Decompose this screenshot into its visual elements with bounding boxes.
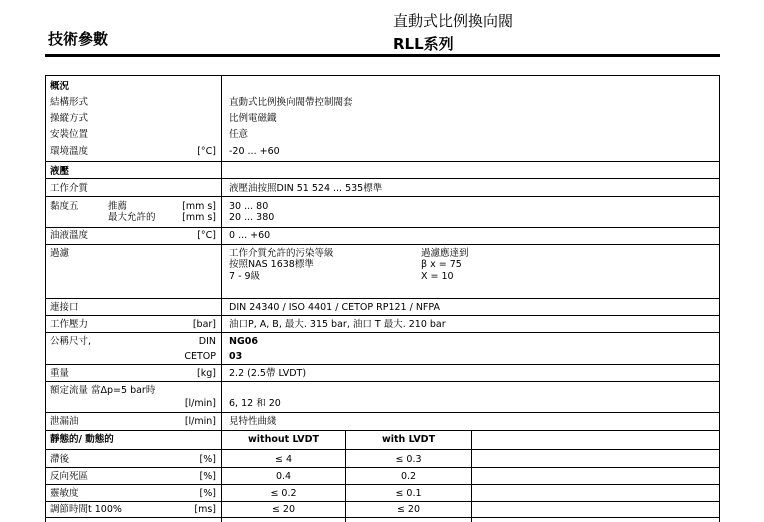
weight-value: 2.2 (2.5帶 LVDT) xyxy=(229,368,307,379)
actuation-value: 比例電磁鐵 xyxy=(229,113,277,124)
col-divider-3 xyxy=(471,431,472,522)
pressure-value: 油口P, A, B, 最大. 315 bar, 油口 T 最大. 210 bar xyxy=(229,319,446,330)
header-rule xyxy=(45,54,720,57)
ambient-label: 環境溫度 xyxy=(50,146,89,157)
viscosity-unit: [mm s] xyxy=(182,201,216,212)
mounting-value: 任意 xyxy=(229,129,249,140)
row-value-without-lvdt: ≤ 20 xyxy=(271,504,296,515)
row-unit: [%] xyxy=(199,471,216,482)
flow-label: 額定流量 當Δp=5 bar時 xyxy=(50,385,156,396)
ambient-unit: [°C] xyxy=(197,146,216,157)
oiltemp-label: 油液溫度 xyxy=(50,230,89,241)
row-value-with-lvdt: ≤ 0.1 xyxy=(395,488,422,499)
static-heading: 靜態的/ 動態的 xyxy=(50,434,114,445)
row-value-with-lvdt: ≤ 20 xyxy=(396,504,421,515)
row-value-without-lvdt: ≤ 0.2 xyxy=(270,488,297,499)
oiltemp-unit: [°C] xyxy=(197,230,216,241)
structure-label: 結構形式 xyxy=(50,97,89,108)
structure-value: 直動式比例換向閥帶控制閥套 xyxy=(229,97,353,108)
row-divider xyxy=(45,196,720,197)
size-label: 公稱尺寸, xyxy=(50,336,92,347)
filter-line-1: 工作介質允許的污染等級 xyxy=(229,248,334,259)
filter-line-2: 按照NAS 1638標準 xyxy=(229,259,314,270)
row-divider xyxy=(45,517,720,518)
leak-label: 泄漏油 xyxy=(50,416,79,427)
row-label: 靈敏度 xyxy=(50,488,79,499)
weight-unit: [kg] xyxy=(197,368,216,379)
port-value: DIN 24340 / ISO 4401 / CETOP RP121 / NFPA xyxy=(229,302,441,313)
pressure-label: 工作壓力 xyxy=(50,319,89,330)
oiltemp-value: 0 ... +60 xyxy=(229,230,271,241)
row-divider xyxy=(45,178,720,179)
col-header-without-lvdt: without LVDT xyxy=(248,434,319,445)
filter-right-1: 過濾應達到 xyxy=(421,248,469,259)
viscosity-rec-value: 30 ... 80 xyxy=(229,201,269,212)
filter-label: 過濾 xyxy=(50,248,70,259)
row-divider xyxy=(45,244,720,245)
flow-unit: [l/min] xyxy=(184,398,216,409)
leak-unit: [l/min] xyxy=(184,416,216,427)
flow-value: 6, 12 和 20 xyxy=(229,398,281,409)
row-divider xyxy=(45,298,720,299)
size-din-value: NG06 xyxy=(229,336,258,347)
row-divider xyxy=(45,315,720,316)
size-cetop-value: 03 xyxy=(229,351,243,362)
row-divider xyxy=(45,501,720,502)
filter-right-2: β x = 75 xyxy=(421,259,462,270)
ambient-value: -20 ... +60 xyxy=(229,146,280,157)
row-divider xyxy=(45,227,720,228)
general-heading: 概況 xyxy=(50,81,70,92)
row-label: 滯後 xyxy=(50,454,70,465)
row-value-with-lvdt: ≤ 0.3 xyxy=(395,454,422,465)
row-divider xyxy=(45,381,720,382)
viscosity-unit: [mm s] xyxy=(182,212,216,223)
row-unit: [%] xyxy=(199,454,216,465)
row-value-with-lvdt: 0.2 xyxy=(400,471,417,482)
medium-value: 液壓油按照DIN 51 524 ... 535標準 xyxy=(229,183,383,194)
size-din-label: DIN xyxy=(198,336,216,347)
viscosity-rec-label: 推薦 xyxy=(108,201,128,212)
viscosity-max-label: 最大允許的 xyxy=(108,212,156,223)
section-title: 技術參數 xyxy=(48,30,109,48)
row-divider xyxy=(45,332,720,333)
row-divider xyxy=(45,412,720,413)
product-series: RLL系列 xyxy=(393,35,454,53)
row-divider xyxy=(45,364,720,365)
leak-value: 見特性曲綫 xyxy=(229,416,277,427)
weight-label: 重量 xyxy=(50,368,70,379)
row-divider xyxy=(45,449,720,450)
row-label: 反向死區 xyxy=(50,471,89,482)
row-divider xyxy=(45,467,720,468)
product-title: 直動式比例換向閥 xyxy=(393,12,514,30)
row-value-without-lvdt: ≤ 4 xyxy=(274,454,293,465)
row-divider xyxy=(45,484,720,485)
col-header-with-lvdt: with LVDT xyxy=(381,434,436,445)
medium-label: 工作介質 xyxy=(50,183,89,194)
viscosity-label: 黏度五 xyxy=(50,201,79,212)
filter-line-3: 7 - 9級 xyxy=(229,271,261,282)
viscosity-max-value: 20 ... 380 xyxy=(229,212,275,223)
port-label: 連接口 xyxy=(50,302,79,313)
row-unit: [%] xyxy=(199,488,216,499)
pressure-unit: [bar] xyxy=(192,319,216,330)
size-cetop-label: CETOP xyxy=(184,351,216,362)
row-label: 調節時間t 100% xyxy=(50,504,122,515)
row-divider xyxy=(45,161,720,162)
table-border-top xyxy=(45,75,720,76)
row-unit: [ms] xyxy=(194,504,216,515)
row-divider xyxy=(45,430,720,431)
filter-right-3: X = 10 xyxy=(421,271,454,282)
hydraulic-heading: 液壓 xyxy=(50,166,70,177)
row-value-without-lvdt: 0.4 xyxy=(275,471,292,482)
actuation-label: 操縱方式 xyxy=(50,113,89,124)
mounting-label: 安裝位置 xyxy=(50,129,89,140)
